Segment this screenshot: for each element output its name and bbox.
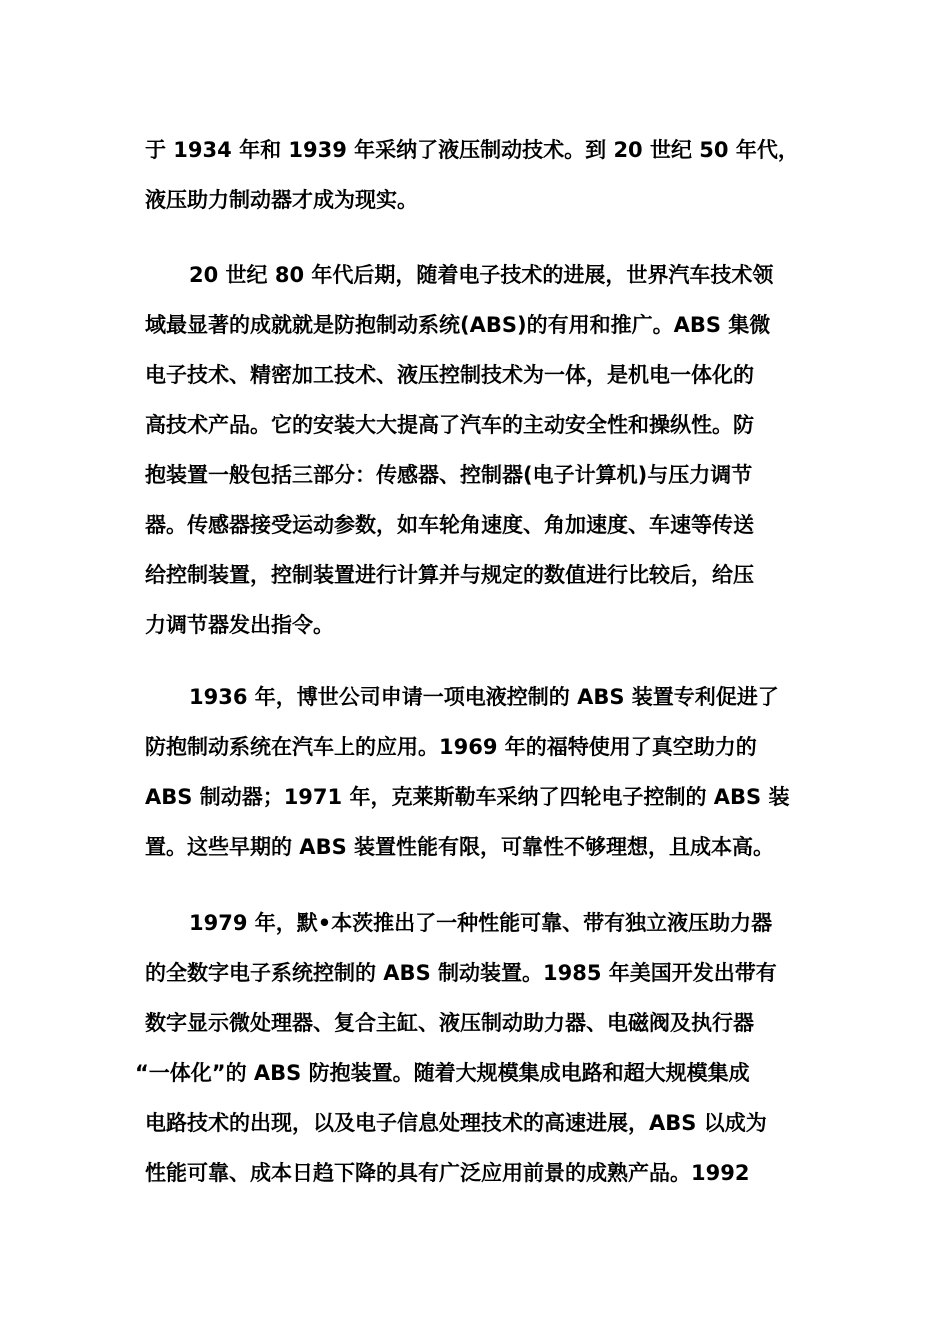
paragraph-3: [145, 672, 805, 872]
text-line: ABS 制动器；1971 年，克莱斯勒车采纳了四轮电子控制的 ABS 装: [145, 785, 790, 809]
text-line: 域最显著的成就就是防抱制动系统(ABS)的有用和推广。ABS 集微: [145, 313, 771, 337]
text-line: 抱装置一般包括三部分：传感器、控制器(电子计算机)与压力调节: [145, 463, 753, 487]
paragraph-2: [145, 250, 805, 650]
paragraph-4: [135, 898, 805, 1198]
text-line: 电路技术的出现，以及电子信息处理技术的高速进展，ABS 以成为: [145, 1111, 767, 1135]
text-line: 于 1934 年和 1939 年采纳了液压制动技术。到 20 世纪 50 年代，: [145, 138, 799, 162]
text-line: 防抱制动系统在汽车上的应用。1969 年的福特使用了真空助力的: [145, 735, 757, 759]
text-line: 给控制装置，控制装置进行计算并与规定的数值进行比较后，给压: [145, 563, 754, 587]
text-line: 电子技术、精密加工技术、液压控制技术为一体，是机电一体化的: [145, 363, 754, 387]
text-line: 数字显示微处理器、复合主缸、液压制动助力器、电磁阀及执行器: [145, 1011, 754, 1035]
text-line: 20 世纪 80 年代后期，随着电子技术的进展，世界汽车技术领: [189, 263, 774, 287]
text-line: 1979 年，默•本茨推出了一种性能可靠、带有独立液压助力器: [189, 911, 773, 935]
text-line: “一体化”的 ABS 防抱装置。随着大规模集成电路和超大规模集成: [135, 1061, 750, 1085]
text-line: 液压助力制动器才成为现实。: [145, 188, 418, 212]
text-line: 置。这些早期的 ABS 装置性能有限，可靠性不够理想，且成本高。: [145, 835, 775, 859]
paragraph-1: [145, 125, 805, 225]
text-line: 1936 年，博世公司申请一项电液控制的 ABS 装置专利促进了: [189, 685, 779, 709]
text-line: 高技术产品。它的安装大大提高了汽车的主动安全性和操纵性。防: [145, 413, 754, 437]
text-line: 的全数字电子系统控制的 ABS 制动装置。1985 年美国开发出带有: [145, 961, 777, 985]
text-line: 器。传感器接受运动参数，如车轮角速度、角加速度、车速等传送: [145, 513, 754, 537]
text-line: 力调节器发出指令。: [145, 613, 334, 637]
text-line: 性能可靠、成本日趋下降的具有广泛应用前景的成熟产品。1992: [145, 1161, 750, 1185]
